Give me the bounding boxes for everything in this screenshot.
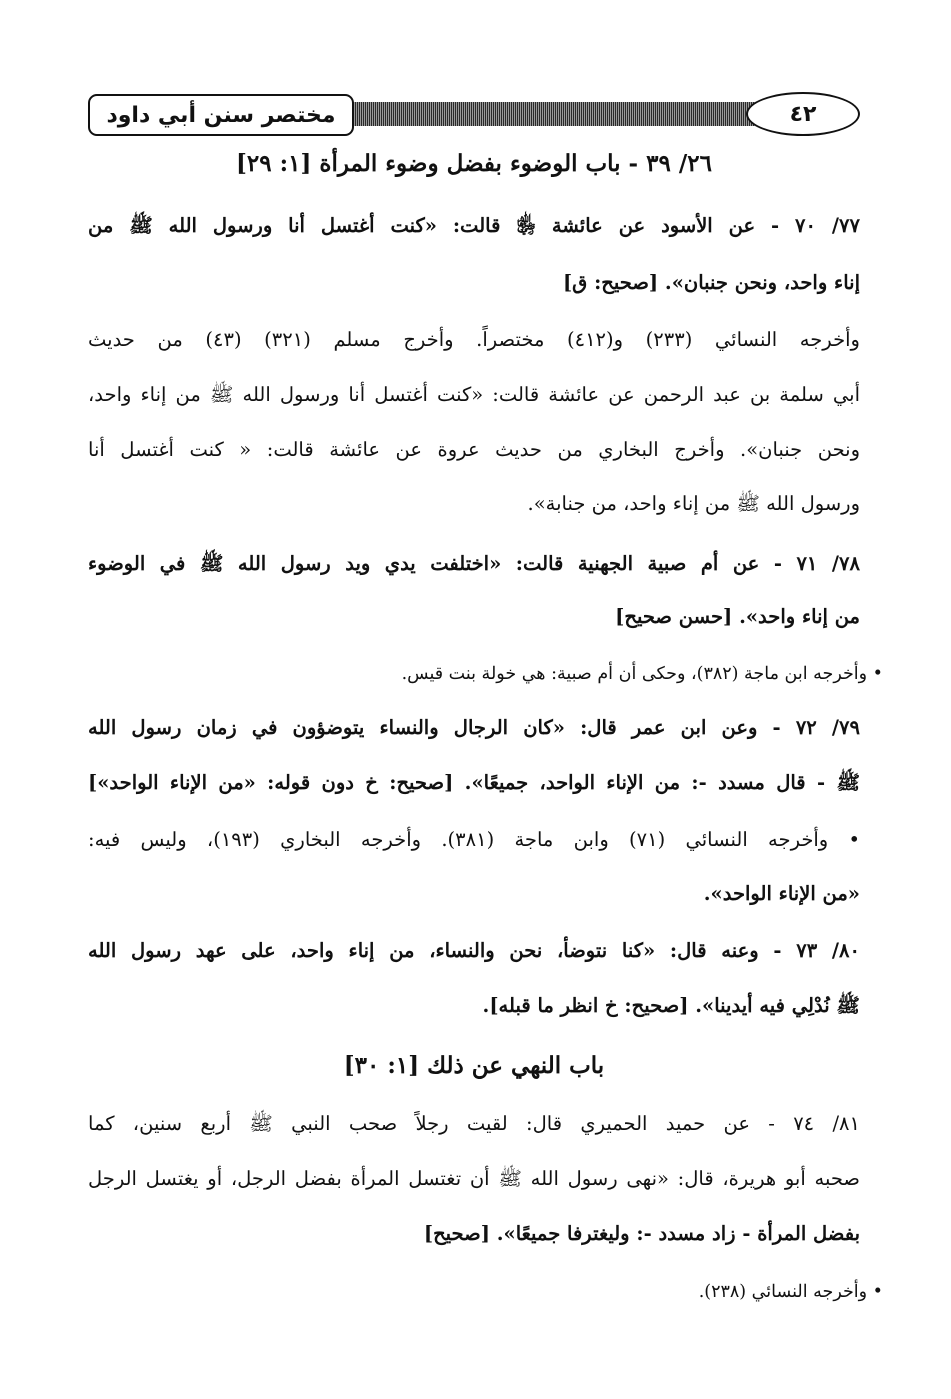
commentary-78: • وأخرجه ابن ماجة (٣٨٢)، وحكى أن أم صبية: هي خولة بنت قيس. xyxy=(401,664,883,684)
hadith-81-line-3: بفضل المرأة - زاد مسدد -: وليغترفا جميعًا». [صحيح] xyxy=(423,1222,860,1245)
page-header xyxy=(88,92,860,140)
hadith-80-line-1: ٨٠/ ٧٣ - وعنه قال: «كنا نتوضأ، نحن والنساء، من إناء واحد، على عهد رسول الله xyxy=(88,939,860,962)
hadith-79-line-1: ٧٩/ ٧٢ - وعن ابن عمر قال: «كان الرجال والنساء يتوضؤون في زمان رسول الله xyxy=(88,716,860,739)
hadith-77-line-1: ٧٧/ ٧٠ - عن الأسود عن عائشة ﵂ قالت: «كنت أغتسل أنا ورسول الله ﷺ من xyxy=(88,214,860,237)
hadith-77-line-2: إناء واحد، ونحن جنبان». [صحيح: ق] xyxy=(562,271,860,294)
hadith-78-line-1: ٧٨/ ٧١ - عن أم صبية الجهنية قالت: «اختلفت يدي ويد رسول الله ﷺ في الوضوء xyxy=(88,552,860,575)
commentary-79-line-1: • وأخرجه النسائي (٧١) وابن ماجة (٣٨١). وأخرجه البخاري (١٩٣)، وليس فيه: xyxy=(88,828,861,851)
hadith-78-line-2: من إناء واحد». [حسن صحيح] xyxy=(615,605,860,628)
commentary-77-line-4: ورسول الله ﷺ من إناء واحد، من جنابة». xyxy=(527,492,860,515)
header-decorative-bar xyxy=(343,102,760,126)
page-number: ٤٢ xyxy=(746,92,860,136)
commentary-77-line-1: وأخرجه النسائي (٢٣٣) و(٤١٢) مختصراً. وأخرج مسلم (٣٢١) (٤٣) من حديث xyxy=(88,328,860,351)
chapter-heading: ٢٦/ ٣٩ - باب الوضوء بفضل وضوء المرأة [١: ٢٩] xyxy=(236,150,712,177)
commentary-77-line-3: ونحن جنبان». وأخرج البخاري من حديث عروة عن عائشة قالت: « كنت أغتسل أنا xyxy=(88,438,860,461)
hadith-81-line-1: ٨١/ ٧٤ - عن حميد الحميري قال: لقيت رجلاً صحب النبي ﷺ أربع سنين، كما xyxy=(88,1112,860,1135)
section-heading: باب النهي عن ذلك [١: ٣٠] xyxy=(343,1052,605,1079)
commentary-81: • وأخرجه النسائي (٢٣٨). xyxy=(698,1282,883,1302)
commentary-79-line-2: «من الإناء الواحد». xyxy=(703,882,860,905)
commentary-77-line-2: أبي سلمة بن عبد الرحمن عن عائشة قالت: «كنت أغتسل أنا ورسول الله ﷺ من إناء واحد، xyxy=(88,383,860,406)
hadith-79-line-2: ﷺ - قال مسدد -: من الإناء الواحد، جميعًا». [صحيح: خ دون قوله: «من الإناء الواحد»] xyxy=(88,771,860,794)
hadith-80-line-2: ﷺ نُدْلِي فيه أيدينا». [صحيح: خ انظر ما قبله]. xyxy=(482,994,860,1017)
book-title: مختصر سنن أبي داود xyxy=(88,94,354,136)
hadith-81-line-2: صحبه أبو هريرة، قال: «نهى رسول الله ﷺ أن تغتسل المرأة بفضل الرجل، أو يغتسل الرجل xyxy=(88,1167,860,1190)
